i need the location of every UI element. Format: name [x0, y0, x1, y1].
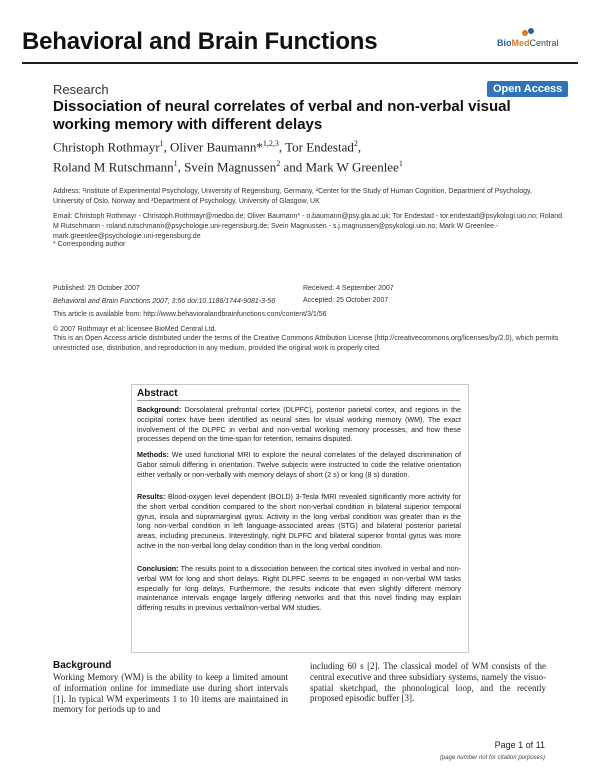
affiliation-mark: 2 [353, 139, 358, 148]
abstract-methods [137, 450, 461, 479]
biomed-logo-icon [521, 26, 535, 38]
logo-central: Central [529, 38, 559, 48]
corresponding-note: * Corresponding author [53, 241, 126, 248]
article-title: Dissociation of neural correlates of verbal and non-verbal visual working memory with different delays [53, 98, 511, 133]
abstract-background [137, 405, 461, 444]
affiliation-mark: 1,2,3 [262, 139, 279, 148]
background-label: Background: [137, 405, 182, 414]
journal-title: Behavioral and Brain Functions [22, 28, 378, 55]
open-access-badge: Open Access [487, 81, 568, 97]
author-name[interactable]: Roland M Rutschmann [53, 159, 174, 175]
abstract-conclusion [137, 564, 461, 613]
accepted-date: Accepted: 25 October 2007 [303, 297, 389, 304]
page-number: Page 1 of 11 [494, 740, 545, 750]
abstract-heading: Abstract [137, 388, 178, 399]
logo-bio: Bio [497, 38, 512, 48]
citation: Behavioral and Brain Functions 2007, 3:56 doi:10.1186/1744-9081-3-56 [53, 298, 276, 305]
header-rule [22, 62, 578, 64]
affiliation-mark: 1 [398, 159, 403, 169]
article-type: Research [53, 82, 109, 97]
conclusion-text: The results point to a dissociation between the cortical sites involved in verbal and non-verbal WM for long and short delays. Right DLPFC seems to be engaged in non-verbal WM tasks especially for long delays. Furthermore, the results indicate that even slightly different memory maintenance intervals engage largely differing networks and that this novel finding may explain differing results in previous verbal/non-verbal WM studies. [137, 564, 461, 613]
copyright: © 2007 Rothmayr et al; licensee BioMed Central Ltd. [53, 326, 217, 333]
author-name[interactable]: Tor Endestad [285, 139, 354, 155]
affiliations: Address: ¹Institute of Experimental Psychology, University of Regensburg, Germany, ²Center for the Study of Human Cognition, Department of Psychology, University of Oslo, Norway and ³Department of Psychology, University of Glasgow, UK [53, 188, 532, 205]
author-name[interactable]: Mark W Greenlee [305, 159, 399, 175]
license-text: This is an Open Access article distributed under the terms of the Creative Commons Attribution License (http://creativecommons.org/licenses/by/2.0), which permits unrestricted use, distribution, and reproduction in any medium, provided the original work is properly cited. [53, 335, 559, 352]
author-emails[interactable]: Email: Christoph Rothmayr - Christoph.Rothmayr@medbo.de; Oliver Baumann* - o.baumann@psy.gla.ac.uk; Tor Endestad - tor.endestad@psykologi.uio.no; Roland M Rutschmann - roland.rutschmann@psychologie.uni-regensburg.de; Svein Magnussen - s.j.magnussen@psykologi.uio.no; Mark W Greenlee - mark.greenlee@psychologie.uni-regensburg.de [53, 213, 562, 240]
body-column-left: Working Memory (WM) is the ability to keep a limited amount of information online for immediate use during short intervals [1]. In typical WM experiments 1 to 10 items are maintained in memory for periods up to and [53, 672, 288, 715]
article-url[interactable]: This article is available from: http://www.behavioralandbrainfunctions.com/content/3/1/56 [53, 311, 327, 318]
body-column-right: including 60 s [2]. The classical model of WM consists of the central executive and three subsidiary systems, namely the visuo-spatial sketchpad, the phonological loop, and the recently proposed episodic buffer [3]. [310, 661, 546, 704]
author-list: Christoph Rothmayr$^1$, Oliver Baumann*$^{1,2,3}$, Tor Endestad$^2$, Roland M Rutschmann$^1$, Svein Magnussen$^2$ and Mark W Greenlee$^1$ [53, 139, 403, 175]
methods-label: Methods: [137, 450, 169, 459]
author-name[interactable]: Christoph Rothmayr [53, 139, 160, 155]
affiliation-mark: 1 [173, 159, 178, 169]
logo-med: Med [511, 38, 530, 48]
abstract-results [137, 492, 461, 551]
methods-text: We used functional MRI to explore the neural correlates of the delayed discrimination of Gabor stimuli differing in orientation. Twelve subjects were instructed to code the relative orientation either verbally or non-verbally with memory delays of short (2 s) or long (8 s) duration. [137, 450, 461, 479]
conclusion-label: Conclusion: [137, 564, 179, 573]
abstract-rule [137, 400, 460, 401]
affiliation-mark: 2 [276, 159, 281, 169]
results-label: Results: [137, 492, 166, 501]
background-heading: Background [53, 660, 112, 671]
author-name[interactable]: Svein Magnussen [184, 159, 277, 175]
affiliation-mark: 1 [159, 139, 164, 148]
biomed-central-logo [497, 38, 559, 48]
published-date: Published: 25 October 2007 [53, 285, 140, 292]
background-text: Dorsolateral prefrontal cortex (DLPFC), posterior parietal cortex, and regions in the occipital cortex have been identified as neural sites for visual working memory (WM). The exact involvement of the DLPFC in verbal and non-verbal working memory processes, and how these processes depend on the time-span for retention, remains disputed. [137, 405, 461, 444]
author-name[interactable]: Oliver Baumann* [170, 139, 263, 155]
received-date: Received: 4 September 2007 [303, 285, 394, 292]
results-text: Blood-oxygen level dependent (BOLD) 3-Tesla fMRI revealed significantly more activity for the short verbal condition compared to the short non-verbal condition in bilateral superior temporal gyrus, insula and supramarginal gyrus. Activity in the long verbal condition was greater than in the long non-verbal condition in left language-associated areas (STG) and bilateral posterior parietal areas, including precuneus. Interestingly, right DLPFC and bilateral superior frontal gyrus was more active in the non-verbal long delay condition than in the long verbal condition. [137, 492, 461, 550]
page-number-note: (page number not for citation purposes) [439, 755, 545, 761]
